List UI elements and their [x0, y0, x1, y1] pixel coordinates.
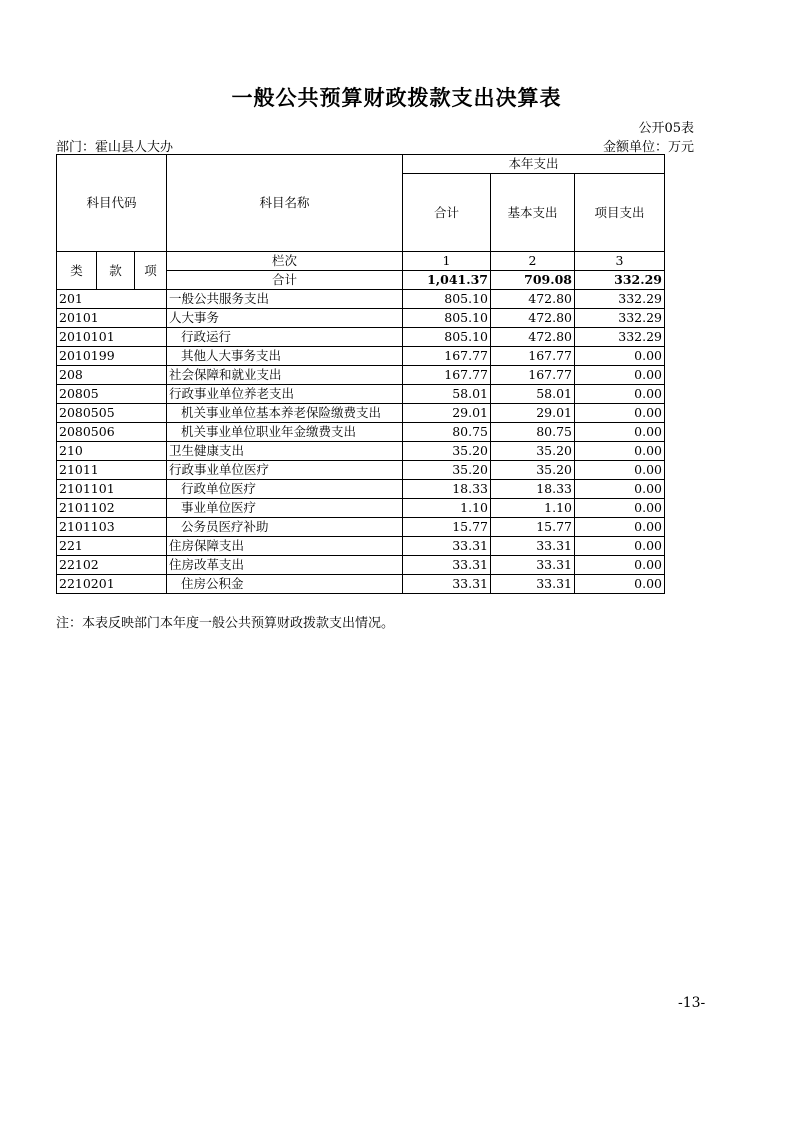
table-row: [57, 537, 665, 556]
row-name: 机关事业单位职业年金缴费支出: [167, 423, 403, 442]
row-project: 0.00: [575, 347, 665, 366]
row-name: 人大事务: [167, 309, 403, 328]
total-label: 合计: [167, 271, 403, 290]
total-project: 332.29: [575, 271, 665, 290]
table-row: [57, 366, 665, 385]
row-code: 210: [57, 442, 167, 461]
header-year-expense: 本年支出: [403, 155, 665, 174]
total-basic: 709.08: [491, 271, 575, 290]
row-code: 20805: [57, 385, 167, 404]
row-code: 221: [57, 537, 167, 556]
table-row: [57, 404, 665, 423]
row-total: 33.31: [403, 556, 491, 575]
row-basic: 33.31: [491, 556, 575, 575]
row-total: 58.01: [403, 385, 491, 404]
col-index-2: 2: [491, 252, 575, 271]
table-row: [57, 461, 665, 480]
row-project: 0.00: [575, 423, 665, 442]
row-name: 卫生健康支出: [167, 442, 403, 461]
row-name: 机关事业单位基本养老保险缴费支出: [167, 404, 403, 423]
page-number: -13-: [678, 995, 706, 1011]
row-code: 2101103: [57, 518, 167, 537]
row-name: 公务员医疗补助: [167, 518, 403, 537]
row-name: 行政事业单位养老支出: [167, 385, 403, 404]
row-total: 805.10: [403, 290, 491, 309]
row-total: 18.33: [403, 480, 491, 499]
row-project: 332.29: [575, 309, 665, 328]
col-index-1: 1: [403, 252, 491, 271]
row-project: 0.00: [575, 537, 665, 556]
row-project: 0.00: [575, 499, 665, 518]
footnote: 注：本表反映部门本年度一般公共预算财政拨款支出情况。: [56, 616, 395, 631]
row-name: 行政单位医疗: [167, 480, 403, 499]
row-basic: 15.77: [491, 518, 575, 537]
row-total: 805.10: [403, 328, 491, 347]
header-code: 科目代码: [57, 155, 167, 252]
total-sum: 1,041.37: [403, 271, 491, 290]
row-total: 1.10: [403, 499, 491, 518]
row-code: 201: [57, 290, 167, 309]
row-basic: 167.77: [491, 347, 575, 366]
row-name: 社会保障和就业支出: [167, 366, 403, 385]
table-row: [57, 328, 665, 347]
row-code: 22102: [57, 556, 167, 575]
row-total: 167.77: [403, 347, 491, 366]
header-xiang: 项: [135, 252, 167, 290]
page-title: 一般公共预算财政拨款支出决算表: [231, 86, 562, 110]
table-row: [57, 480, 665, 499]
amount-unit: 金额单位：万元: [602, 140, 694, 155]
row-name: 住房改革支出: [167, 556, 403, 575]
row-name: 住房保障支出: [167, 537, 403, 556]
row-project: 332.29: [575, 328, 665, 347]
row-total: 805.10: [403, 309, 491, 328]
row-name: 其他人大事务支出: [167, 347, 403, 366]
row-code: 2101101: [57, 480, 167, 499]
row-total: 33.31: [403, 575, 491, 594]
row-project: 0.00: [575, 366, 665, 385]
row-name: 事业单位医疗: [167, 499, 403, 518]
table-row: [57, 499, 665, 518]
row-project: 0.00: [575, 575, 665, 594]
row-basic: 35.20: [491, 442, 575, 461]
row-project: 0.00: [575, 442, 665, 461]
row-project: 332.29: [575, 290, 665, 309]
row-basic: 472.80: [491, 328, 575, 347]
table-row: [57, 290, 665, 309]
table-row: [57, 518, 665, 537]
row-project: 0.00: [575, 518, 665, 537]
header-lanci: 栏次: [167, 252, 403, 271]
row-total: 33.31: [403, 537, 491, 556]
header-name: 科目名称: [167, 155, 403, 252]
row-basic: 58.01: [491, 385, 575, 404]
form-number: 公开05表: [638, 121, 694, 136]
header-basic: 基本支出: [491, 174, 575, 252]
row-code: 2010101: [57, 328, 167, 347]
row-basic: 33.31: [491, 537, 575, 556]
header-lei: 类: [57, 252, 97, 290]
row-total: 35.20: [403, 461, 491, 480]
row-project: 0.00: [575, 480, 665, 499]
table-row: [57, 442, 665, 461]
table-row: [57, 309, 665, 328]
row-total: 15.77: [403, 518, 491, 537]
row-basic: 472.80: [491, 290, 575, 309]
table-row: [57, 556, 665, 575]
row-name: 行政运行: [167, 328, 403, 347]
department-label: 部门：霍山县人大办: [56, 140, 174, 155]
row-code: 208: [57, 366, 167, 385]
row-project: 0.00: [575, 556, 665, 575]
row-code: 2210201: [57, 575, 167, 594]
row-basic: 33.31: [491, 575, 575, 594]
header-total: 合计: [403, 174, 491, 252]
col-index-3: 3: [575, 252, 665, 271]
row-basic: 80.75: [491, 423, 575, 442]
row-basic: 18.33: [491, 480, 575, 499]
row-code: 2080505: [57, 404, 167, 423]
expense-table: [56, 154, 665, 594]
header-project: 项目支出: [575, 174, 665, 252]
row-code: 2080506: [57, 423, 167, 442]
header-kuan: 款: [97, 252, 135, 290]
row-code: 2010199: [57, 347, 167, 366]
table-row: [57, 347, 665, 366]
row-basic: 29.01: [491, 404, 575, 423]
row-basic: 35.20: [491, 461, 575, 480]
row-total: 80.75: [403, 423, 491, 442]
table-row: [57, 385, 665, 404]
row-total: 35.20: [403, 442, 491, 461]
row-basic: 472.80: [491, 309, 575, 328]
row-basic: 167.77: [491, 366, 575, 385]
row-code: 21011: [57, 461, 167, 480]
row-basic: 1.10: [491, 499, 575, 518]
row-name: 一般公共服务支出: [167, 290, 403, 309]
row-name: 住房公积金: [167, 575, 403, 594]
row-code: 20101: [57, 309, 167, 328]
row-project: 0.00: [575, 404, 665, 423]
table-row: [57, 575, 665, 594]
row-project: 0.00: [575, 385, 665, 404]
table-row: [57, 423, 665, 442]
row-code: 2101102: [57, 499, 167, 518]
row-project: 0.00: [575, 461, 665, 480]
row-total: 167.77: [403, 366, 491, 385]
row-total: 29.01: [403, 404, 491, 423]
row-name: 行政事业单位医疗: [167, 461, 403, 480]
